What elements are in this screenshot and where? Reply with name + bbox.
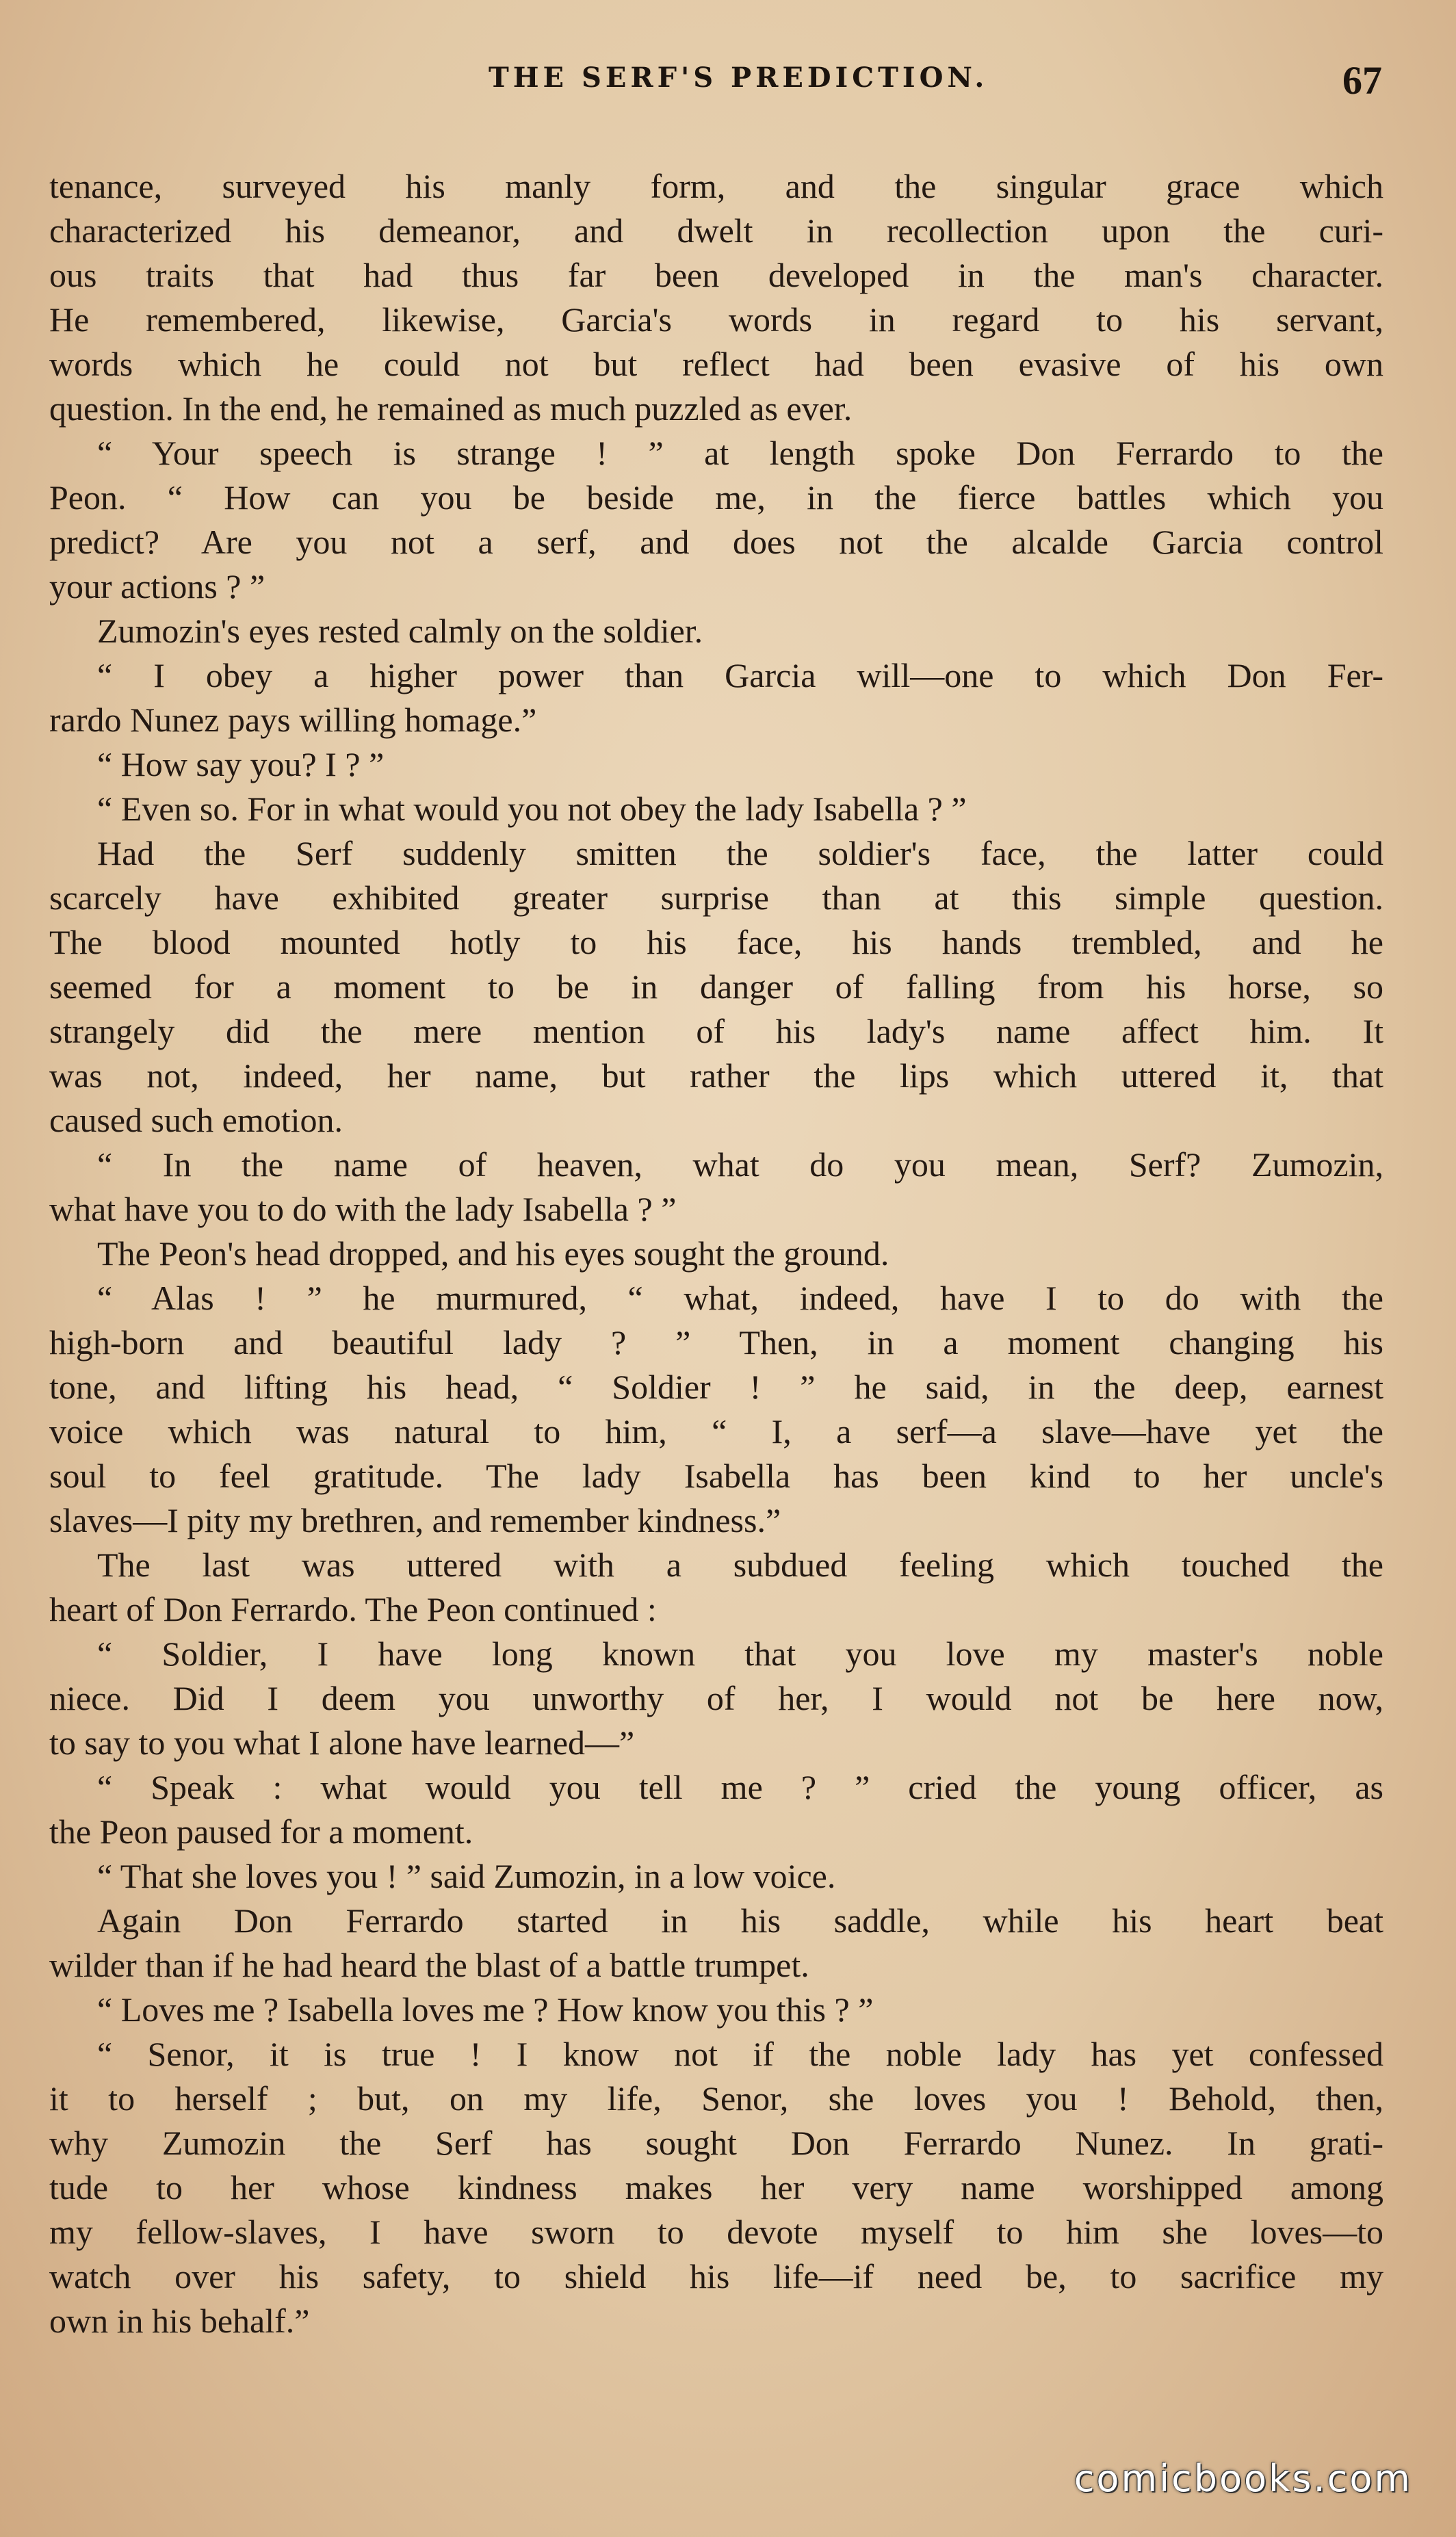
page-header [0,57,1456,112]
text-line: “ How say you? I ? ” [97,745,385,783]
text-line: “ Speak : what would you tell me ? ” cried the young officer, as [97,1768,1383,1806]
text-line: watch over his safety, to shield his life—if need be, to sacrifice my [49,2257,1383,2295]
text-line: Zumozin's eyes rested calmly on the soldier. [97,612,703,650]
body-text [49,164,1383,2343]
text-line: wilder than if he had heard the blast of a battle trumpet. [49,1946,809,1984]
text-line: He remembered, likewise, Garcia's words in regard to his servant, [49,300,1383,339]
text-line: scarcely have exhibited greater surprise than at this simple question. [49,879,1383,917]
text-line: tenance, surveyed his manly form, and the singular grace which [49,167,1383,205]
text-line: Again Don Ferrardo started in his saddle, while his heart beat [97,1901,1383,1940]
text-line: high-born and beautiful lady ? ” Then, in a moment changing his [49,1323,1383,1362]
text-line: “ Loves me ? Isabella loves me ? How know you this ? ” [97,1990,874,2029]
text-line: tone, and lifting his head, “ Soldier ! ” he said, in the deep, earnest [49,1368,1383,1406]
text-line: it to herself ; but, on my life, Senor, she loves you ! Behold, then, [49,2079,1383,2118]
text-line: voice which was natural to him, “ I, a serf—a slave—have yet the [49,1412,1383,1450]
text-line: to say to you what I alone have learned—” [49,1723,635,1762]
text-line: “ Alas ! ” he murmured, “ what, indeed, have I to do with the [97,1279,1383,1317]
text-line: seemed for a moment to be in danger of falling from his horse, so [49,967,1383,1006]
text-line: The Peon's head dropped, and his eyes sought the ground. [97,1234,889,1273]
text-line: heart of Don Ferrardo. The Peon continued : [49,1590,657,1628]
text-line: characterized his demeanor, and dwelt in recollection upon the curi- [49,211,1383,250]
text-line: “ I obey a higher power than Garcia will—one to which Don Fer- [97,656,1383,694]
text-line: why Zumozin the Serf has sought Don Ferrardo Nunez. In grati- [49,2124,1383,2162]
text-line: “ In the name of heaven, what do you mean, Serf? Zumozin, [97,1145,1383,1184]
text-line: predict? Are you not a serf, and does not the alcalde Garcia control [49,523,1383,561]
page-number: 67 [1342,58,1382,103]
text-line: niece. Did I deem you unworthy of her, I would not be here now, [49,1679,1383,1717]
text-line: strangely did the mere mention of his lady's name affect him. It [49,1012,1383,1050]
running-title: THE SERF'S PREDICTION. [489,62,989,94]
text-line: my fellow-slaves, I have sworn to devote myself to him she loves—to [49,2213,1383,2251]
text-line: The blood mounted hotly to his face, his hands trembled, and he [49,923,1383,961]
text-line: “ Senor, it is true ! I know not if the noble lady has yet confessed [97,2035,1383,2073]
text-line: caused such emotion. [49,1101,343,1139]
text-line: words which he could not but reflect had been evasive of his own [49,345,1383,383]
watermark: comicbooks.com [1074,2457,1412,2500]
text-line: ous traits that had thus far been developed in the man's character. [49,256,1383,294]
text-line: slaves—I pity my brethren, and remember kindness.” [49,1501,781,1539]
text-line: own in his behalf.” [49,2302,310,2340]
text-line: “ Even so. For in what would you not obey the lady Isabella ? ” [97,790,967,828]
text-line: Peon. “ How can you be beside me, in the fierce battles which you [49,478,1383,517]
text-line: “ Your speech is strange ! ” at length spoke Don Ferrardo to the [97,434,1383,472]
text-line: was not, indeed, her name, but rather the lips which uttered it, that [49,1056,1383,1095]
text-line: tude to her whose kindness makes her very name worshipped among [49,2168,1383,2207]
text-line: what have you to do with the lady Isabella ? ” [49,1190,677,1228]
text-line: your actions ? ” [49,567,265,606]
text-line: “ Soldier, I have long known that you love my master's noble [97,1635,1383,1673]
text-line: question. In the end, he remained as much puzzled as ever. [49,389,853,428]
text-line: The last was uttered with a subdued feeling which touched the [97,1546,1383,1584]
text-line: Had the Serf suddenly smitten the soldier's face, the latter could [97,834,1383,872]
text-line: “ That she loves you ! ” said Zumozin, in a low voice. [97,1857,836,1895]
text-line: the Peon paused for a moment. [49,1812,473,1851]
text-line: rardo Nunez pays willing homage.” [49,701,537,739]
text-line: soul to feel gratitude. The lady Isabella has been kind to her uncle's [49,1457,1383,1495]
